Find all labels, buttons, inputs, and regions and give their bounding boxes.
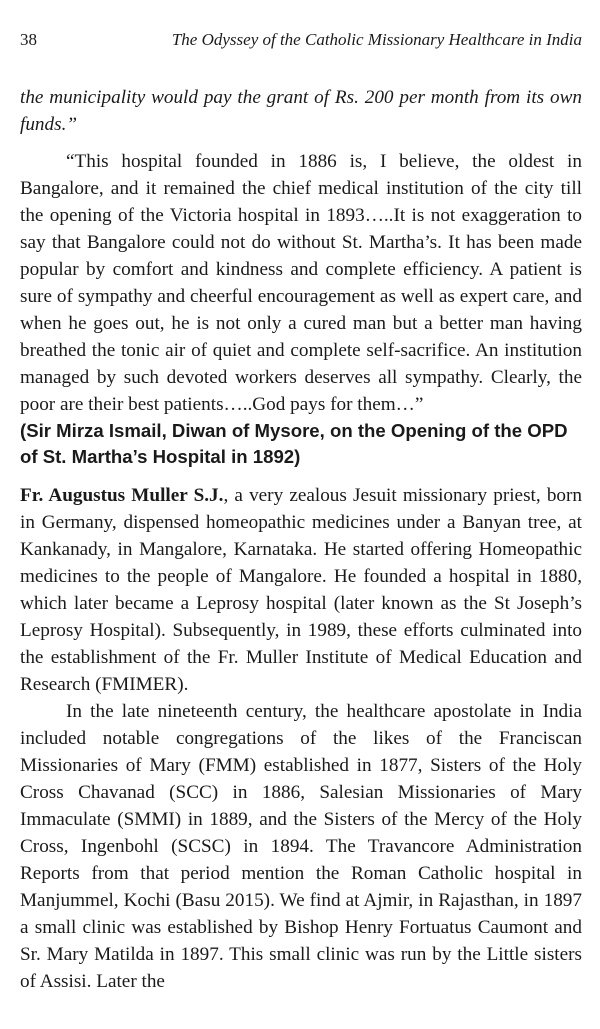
page-number: 38 — [20, 30, 37, 49]
running-header — [20, 30, 582, 50]
quote-paragraph: “This hospital founded in 1886 is, I believe, the oldest in Bangalore, and it remained the chief medical institution of the city till the opening of the Victoria hospital in 1893…..It is not exaggeration to say that Bangalore could not do without St. Martha’s. It has been made popular by comfort and kindness and complete efficiency. A patient is sure of sympathy and cheerful encouragement as well as expert care, and when he goes out, he is not only a cured man but a better man having breathed the tonic air of quiet and complete self-sacrifice. An institution managed by such devoted workers deserves all sympathy. Clearly, the poor are their best patients…..God pays for them…” — [20, 151, 582, 415]
body-text — [20, 84, 582, 995]
muller-name: Fr. Augustus Muller S.J. — [20, 485, 224, 506]
nineteenth-century-paragraph: In the late nineteenth century, the healthcare apostolate in India included notable congregations of the likes of the Franciscan Missionaries of Mary (FMM) established in 1877, Sisters of the Holy Cross Chavanad (SCC) in 1886, Salesian Missionaries of Mary Immaculate (SMMI) in 1889, and the Sisters of the Mercy of the Holy Cross, Ingenbohl (SCSC) in 1894. The Travancore Administration Reports from that period mention the Roman Catholic hospital in Manjummel, Kochi (Basu 2015). We find at Ajmir, in Rajasthan, in 1897 a small clinic was established by Bishop Henry Fortuatus Caumont and Sr. Mary Matilda in 1897. This small clinic was run by the Little sisters of Assisi. Later the — [20, 701, 582, 992]
running-title: The Odyssey of the Catholic Missionary Healthcare in India — [171, 30, 582, 49]
muller-text: , a very zealous Jesuit missionary priest, born in Germany, dispensed homeopathic medicines under a Banyan tree, at Kankanady, in Mangalore, Karnataka. He started offering Homeopathic medicines to the people of Mangalore. He founded a hospital in 1880, which later became a Leprosy hospital (later known as the St Joseph’s Leprosy Hospital). Subsequently, in 1989, these efforts culminated into the establishment of the Fr. Muller Institute of Medical Education and Research (FMIMER). — [20, 485, 582, 695]
quote-continuation: the municipality would pay the grant of Rs. 200 per month from its own funds.” — [20, 87, 582, 135]
muller-paragraph — [20, 482, 582, 698]
quote-attribution: (Sir Mirza Ismail, Diwan of Mysore, on the Opening of the OPD of St. Martha’s Hospital in 1892) — [20, 420, 568, 467]
